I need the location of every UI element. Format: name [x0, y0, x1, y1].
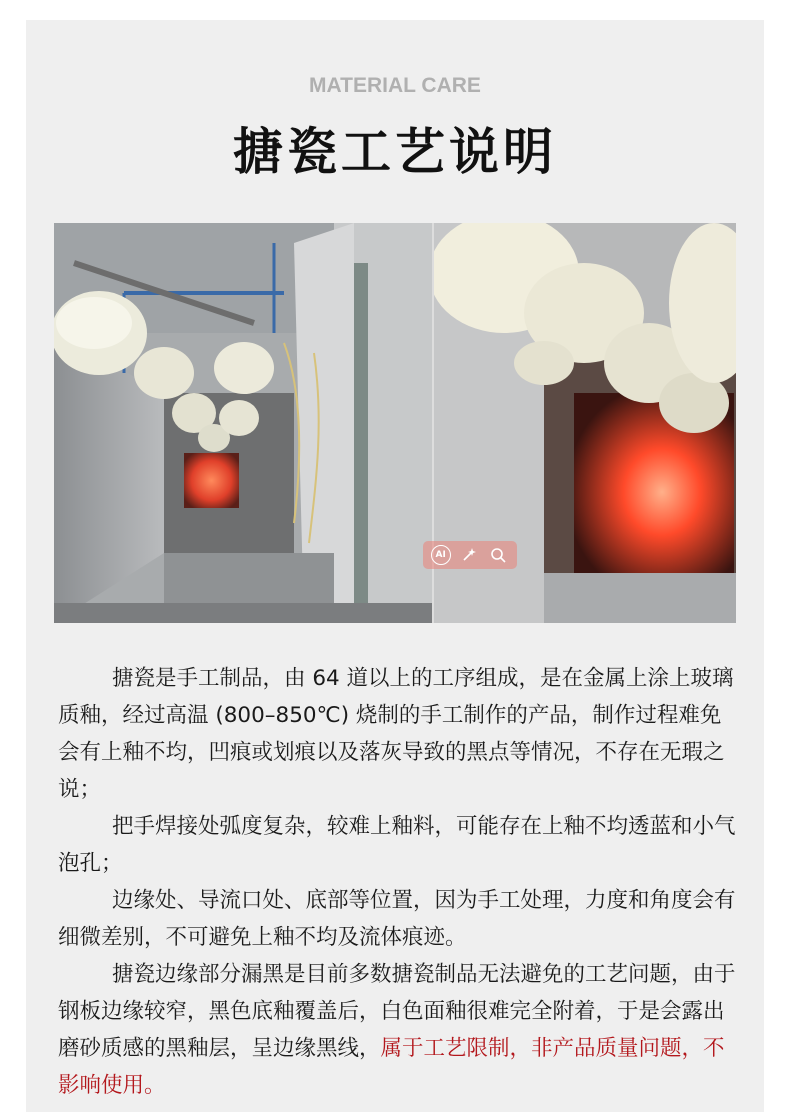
- search-icon[interactable]: [487, 544, 509, 566]
- ai-icon[interactable]: AI: [431, 545, 451, 565]
- process-photo[interactable]: [54, 223, 736, 623]
- section-subtitle: MATERIAL CARE: [309, 74, 481, 97]
- image-toolbar: [423, 541, 517, 569]
- content-card: [26, 20, 764, 1112]
- care-description: [58, 660, 738, 1104]
- paragraph: 边缘处、导流口处、底部等位置，因为手工处理，力度和角度会有细微差别，不可避免上釉不均及流体痕迹。: [58, 888, 736, 950]
- furnace-hall-photo: [54, 223, 432, 623]
- paragraph: 把手焊接处弧度复杂，较难上釉料，可能存在上釉不均透蓝和小气泡孔；: [58, 814, 736, 876]
- page-title: 搪瓷工艺说明: [233, 123, 557, 181]
- paragraph: 搪瓷边缘部分漏黑是目前多数搪瓷制品无法避免的工艺问题，由于钢板边缘较窄，黑色底釉覆盖后，白色面釉很难完全附着，于是会露出磨砂质感的黑釉层，呈边缘黑线，属于工艺限制，非产品质量问题，不影响使用。: [58, 962, 736, 1098]
- paragraph: 搪瓷是手工制品，由 64 道以上的工序组成，是在金属上涂上玻璃质釉，经过高温 (800–850℃) 烧制的手工制作的产品，制作过程难免会有上釉不均，凹痕或划痕以及落灰导致的黑点等情况，不存在无瑕之说；: [58, 666, 734, 802]
- magic-wand-icon[interactable]: [458, 544, 480, 566]
- highlight-note: 属于工艺限制，非产品质量问题，不影响使用。: [58, 1036, 725, 1098]
